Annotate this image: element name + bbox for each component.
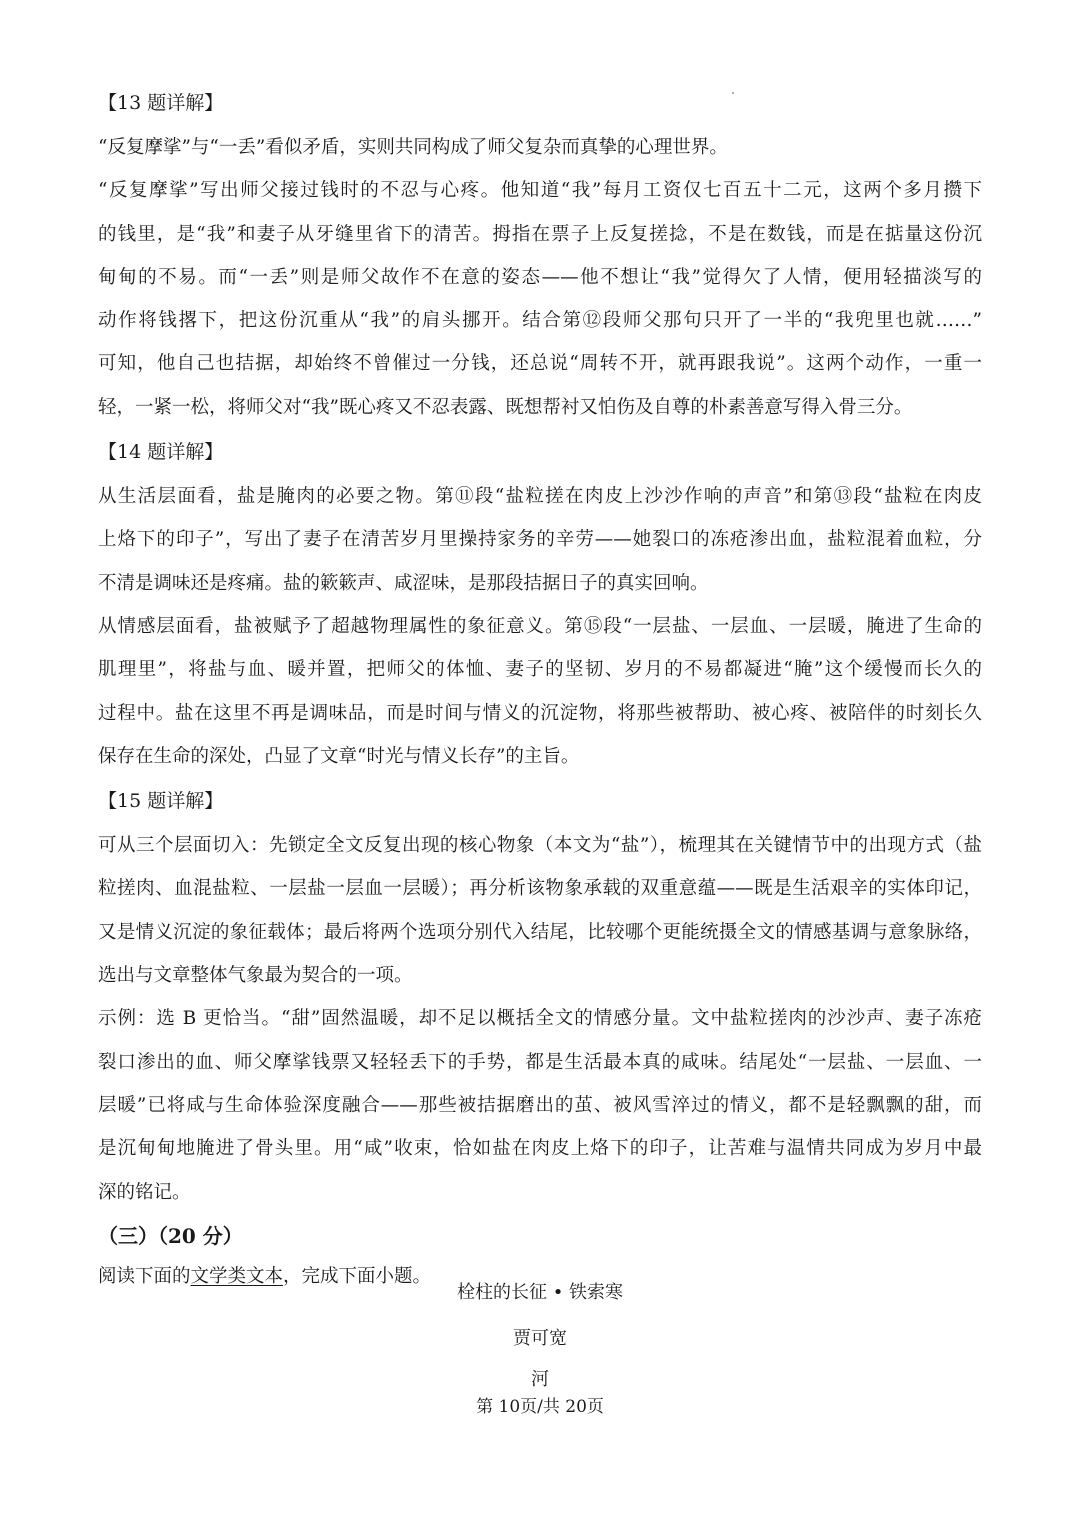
q13-line-4: 甸甸的不易。而“一丢”则是师父故作不在意的姿态——他不想让“我”觉得欠了人情，便用轻描淡写的 [98, 266, 982, 288]
q15-line-3: 又是情义沉淀的象征载体；最后将两个选项分别代入结尾，比较哪个更能统摄全文的情感基调与意象脉络， [98, 921, 982, 943]
q15-line-7: 层暖”已将咸与生命体验深度融合——那些被拮据磨出的茧、被风雪淬过的情义，都不是轻飘飘的甜，而 [98, 1094, 982, 1116]
q14-heading: 【14 题详解】 [98, 441, 224, 464]
q15-line-4: 选出与文章整体气象最为契合的一项。 [98, 965, 413, 987]
q13-line-6: 可知，他自己也拮据，却始终不曾催过一分钱，还总说“周转不开，就再跟我说”。这两个动作，一重一 [98, 353, 982, 375]
q13-heading: 【13 题详解】 [98, 92, 224, 114]
q14-line-3: 不清是调味还是疼痛。盐的簌簌声、咸涩味，是那段拮据日子的真实回响。 [98, 572, 709, 594]
q15-line-2: 粒搓肉、血混盐粒、一层盐一层血一层暖）；再分析该物象承载的双重意蕴——既是生活艰辛的实体印记， [98, 878, 982, 900]
q13-line-7: 轻，一紧一松，将师父对“我”既心疼又不忍表露、既想帮衬又怕伤及自尊的朴素善意写得入骨三分。 [98, 396, 913, 418]
document-body [98, 80, 982, 1298]
q15-heading: 【15 题详解】 [98, 790, 224, 813]
q14-line-2: 上烙下的印子”，写出了妻子在清苦岁月里操持家务的辛劳——她裂口的冻疮渗出血，盐粒混着血粒，分 [98, 529, 982, 551]
q15-line-1: 可从三个层面切入：先锁定全文反复出现的核心物象（本文为“盐”），梳理其在关键情节中的出现方式（盐 [98, 835, 982, 857]
q15-line-9: 深的铭记。 [98, 1181, 191, 1203]
q15-line-8: 是沉甸甸地腌进了骨头里。用“咸”收束，恰如盐在肉皮上烙下的印子，让苦难与温情共同成为岁月中最 [98, 1138, 982, 1160]
q14-line-5: 肌理里”，将盐与血、暖并置，把师父的体恤、妻子的坚韧、岁月的不易都凝进“腌”这个缓慢而长久的 [98, 659, 982, 681]
q14-line-7: 保存在生命的深处，凸显了文章“时光与情义长存”的主旨。 [98, 745, 580, 767]
article-first-word: 河 [531, 1369, 549, 1390]
article-author: 贾可宽 [513, 1328, 567, 1349]
q14-line-6: 过程中。盐在这里不再是调味品，而是时间与情义的沉淀物，将那些被帮助、被心疼、被陪伴的时刻长久 [98, 702, 982, 724]
q15-line-6: 裂口渗出的血、师父摩挲钱票又轻轻丢下的手势，都是生活最本真的咸味。结尾处“一层盐、一层血、一 [98, 1051, 982, 1073]
page-footer: 第 10页/共 20页 [476, 1397, 604, 1417]
q13-line-2: “反复摩挲”写出师父接过钱时的不忍与心疼。他知道“我”每月工资仅七百五十二元，这两个多月攒下 [98, 180, 982, 202]
article-title: 栓柱的长征 • 铁索寒 [456, 1282, 624, 1303]
q13-line-3: 的钱里，是“我”和妻子从牙缝里省下的清苦。拇指在票子上反复搓捻，不是在数钱，而是在掂量这份沉 [98, 223, 982, 245]
q13-line-1: “反复摩挲”与“一丢”看似矛盾，实则共同构成了师父复杂而真挚的心理世界。 [98, 137, 728, 158]
q13-line-5: 动作将钱撂下，把这份沉重从“我”的肩头挪开。结合第⑫段师父那句只开了一半的“我兜里也就……” [98, 310, 982, 332]
intro-suffix: ，完成下面小题。 [283, 1265, 432, 1287]
q15-line-5: 示例：选 B 更恰当。“甜”固然温暖，却不足以概括全文的情感分量。文中盐粒搓肉的沙沙声、妻子冻疮 [98, 1008, 982, 1030]
q14-line-4: 从情感层面看，盐被赋予了超越物理属性的象征意义。第⑮段“一层盐、一层血、一层暖，腌进了生命的 [98, 615, 982, 637]
q14-line-1: 从生活层面看，盐是腌肉的必要之物。第⑪段“盐粒搓在肉皮上沙沙作响的声音”和第⑬段“盐粒在肉皮 [98, 486, 982, 508]
literary-text-link: 文学类文本 [190, 1265, 284, 1287]
section-3-heading: （三）（20 分） [98, 1223, 243, 1248]
intro-prefix: 阅读下面的 [98, 1265, 191, 1287]
